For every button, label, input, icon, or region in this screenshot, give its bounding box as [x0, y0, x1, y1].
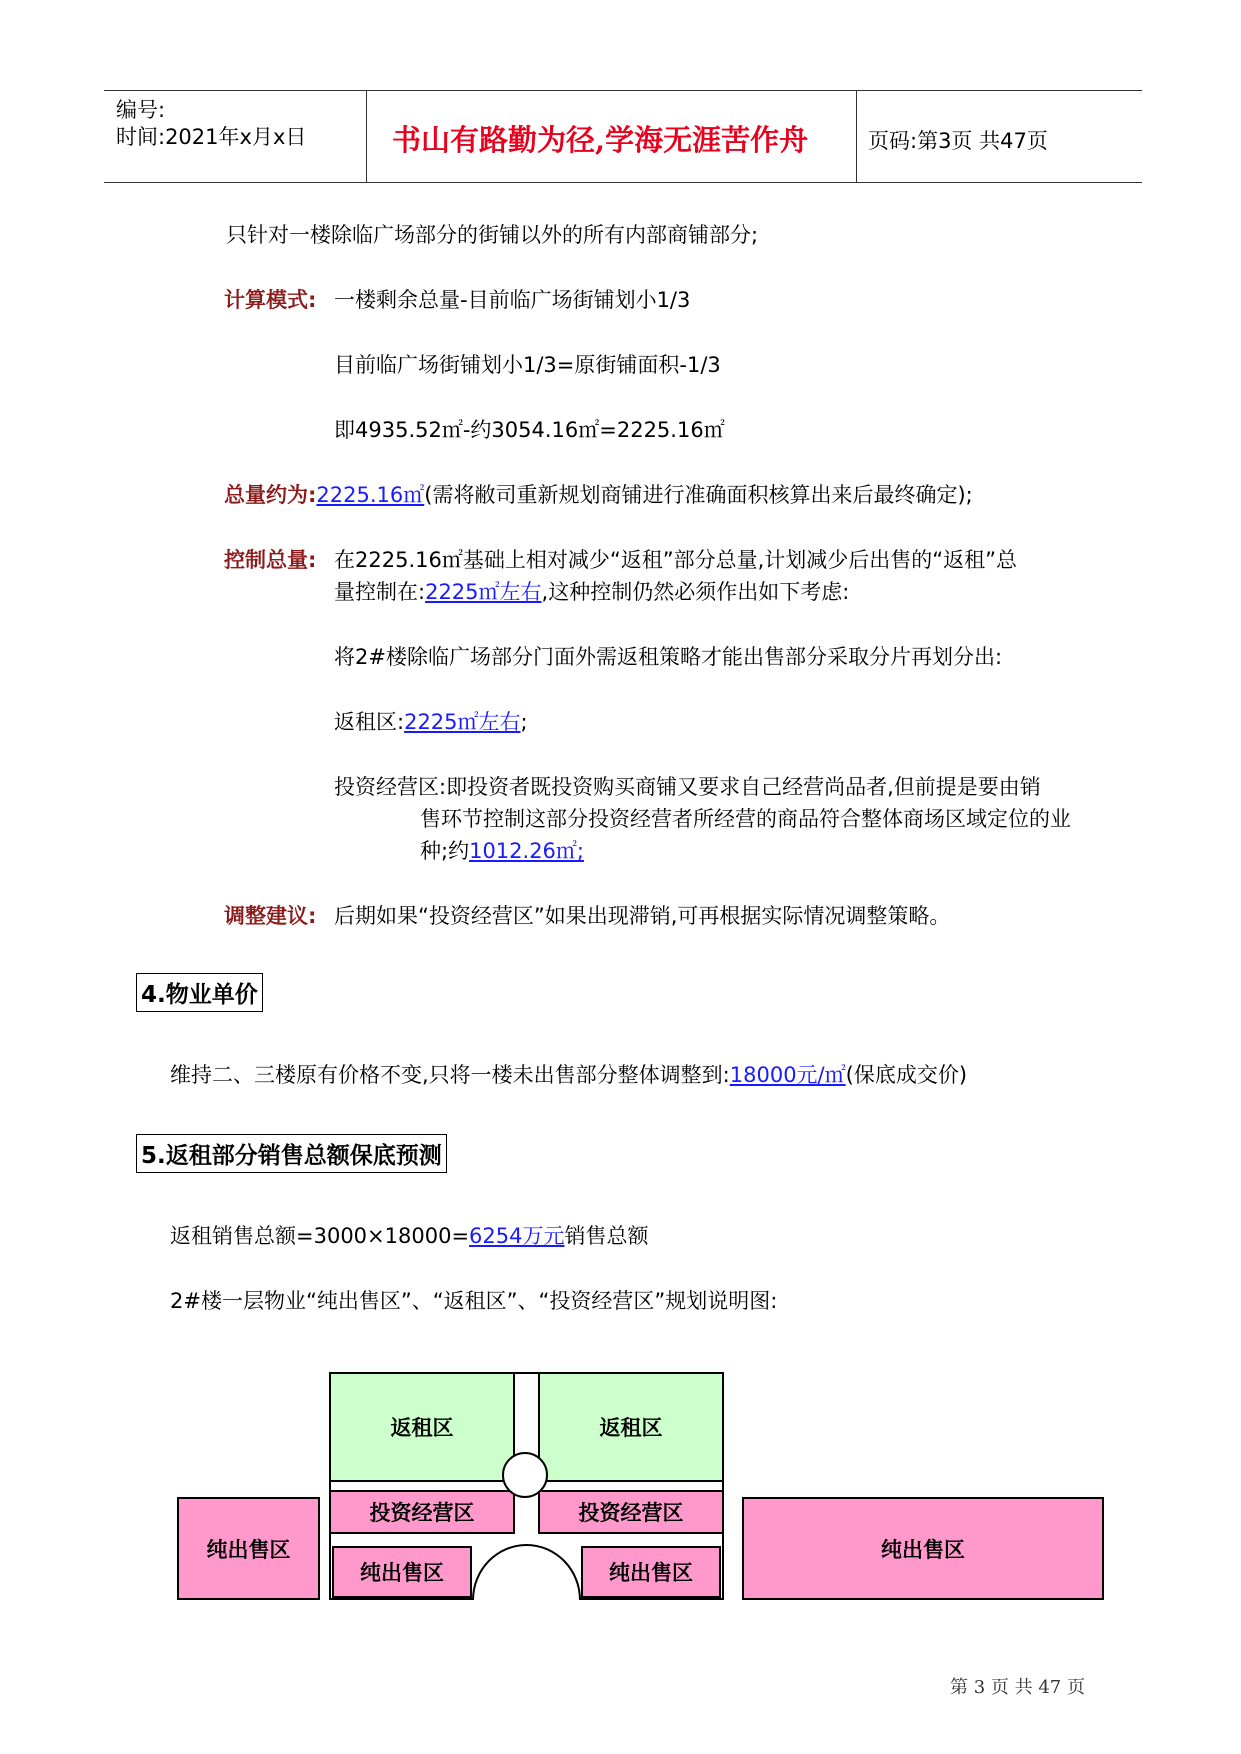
control-line-3: 将2#楼除临广场部分门面外需返租策略才能出售部分采取分片再划分出: [334, 645, 1003, 669]
total-row [224, 479, 973, 509]
footer-page-number: 第 3 页 共 47 页 [950, 1677, 1085, 1698]
invest-line-3 [420, 835, 584, 865]
control-value-link[interactable]: 2225㎡左右 [425, 580, 542, 604]
header-divider-right [856, 90, 857, 182]
control-text-2-prefix: 量控制在: [334, 580, 426, 604]
invest-line-3-prefix: 种;约 [420, 839, 470, 863]
section-4-text [170, 1059, 967, 1089]
adjust-label: 调整建议: [224, 904, 317, 928]
total-note: (需将敝司重新规划商铺进行准确面积核算出来后最终确定); [424, 483, 973, 507]
header-page-label: 页码:第3页 共47页 [868, 129, 1048, 153]
return-zone-suffix: ; [520, 710, 528, 734]
header-top-border [104, 90, 1142, 91]
calc-line-3: 即4935.52㎡-约3054.16㎡=2225.16㎡ [334, 418, 725, 442]
section-5-formula-suffix: 销售总额 [564, 1224, 649, 1248]
diagram-caption: 2#楼一层物业“纯出售区”、“返租区”、“投资经营区”规划说明图: [170, 1289, 778, 1313]
invest-value-link[interactable]: 1012.26㎡; [469, 839, 584, 863]
invest-zone-left: 投资经营区 [329, 1490, 515, 1534]
control-text-2-suffix: ,这种控制仍然必须作出如下考虑: [541, 580, 850, 604]
unit-price-link[interactable]: 18000元/㎡ [729, 1063, 846, 1087]
header-number-label: 编号: [116, 98, 166, 122]
section-4-prefix: 维持二、三楼原有价格不变,只将一楼未出售部分整体调整到: [170, 1063, 730, 1087]
invest-zone-right: 投资经营区 [538, 1490, 724, 1534]
header-divider-left [366, 90, 367, 182]
return-zone-right: 返租区 [538, 1372, 724, 1482]
control-label: 控制总量: [224, 548, 317, 572]
calc-label: 计算模式: [224, 288, 317, 312]
total-value-link[interactable]: 2225.16㎡ [316, 483, 425, 507]
section-5-formula [170, 1220, 649, 1250]
calc-line-1: 一楼剩余总量-目前临广场街铺划小1/3 [334, 288, 691, 312]
adjust-text: 后期如果“投资经营区”如果出现滞销,可再根据实际情况调整策略。 [334, 904, 951, 928]
return-zone-value-link[interactable]: 2225㎡左右 [404, 710, 521, 734]
sale-zone-far-right: 纯出售区 [742, 1497, 1104, 1600]
return-zone-left: 返租区 [329, 1372, 515, 1482]
control-text-2 [334, 576, 849, 606]
total-label: 总量约为: [224, 483, 317, 507]
section-4-suffix: (保底成交价) [845, 1063, 968, 1087]
section-5-formula-prefix: 返租销售总额=3000×18000= [170, 1224, 470, 1248]
section-5-heading: 5.返租部分销售总额保底预测 [136, 1134, 447, 1173]
header-motto: 书山有路勤为径,学海无涯苦作舟 [392, 123, 809, 157]
intro-text: 只针对一楼除临广场部分的街铺以外的所有内部商铺部分; [226, 223, 759, 247]
calc-line-2: 目前临广场街铺划小1/3=原街铺面积-1/3 [334, 353, 721, 377]
return-zone-prefix: 返租区: [334, 710, 405, 734]
sale-zone-far-left: 纯出售区 [177, 1497, 320, 1600]
section-4-heading: 4.物业单价 [136, 973, 263, 1012]
control-text-1: 在2225.16㎡基础上相对减少“返租”部分总量,计划减少后出售的“返租”总 [334, 548, 1018, 572]
entrance-arch-mask [474, 1599, 579, 1603]
sale-zone-inner-right: 纯出售区 [581, 1546, 721, 1598]
header-time-label: 时间:2021年x月x日 [116, 125, 307, 149]
sale-zone-inner-left: 纯出售区 [332, 1546, 472, 1598]
invest-line-1: 投资经营区:即投资者既投资购买商铺又要求自己经营尚品者,但前提是要由销 [334, 775, 1041, 799]
sales-total-link[interactable]: 6254万元 [469, 1224, 565, 1248]
invest-line-2: 售环节控制这部分投资经营者所经营的商品符合整体商场区域定位的业 [420, 807, 1071, 831]
roundabout-circle [502, 1452, 548, 1498]
return-zone-line [334, 706, 528, 736]
header-bottom-border [104, 182, 1142, 183]
